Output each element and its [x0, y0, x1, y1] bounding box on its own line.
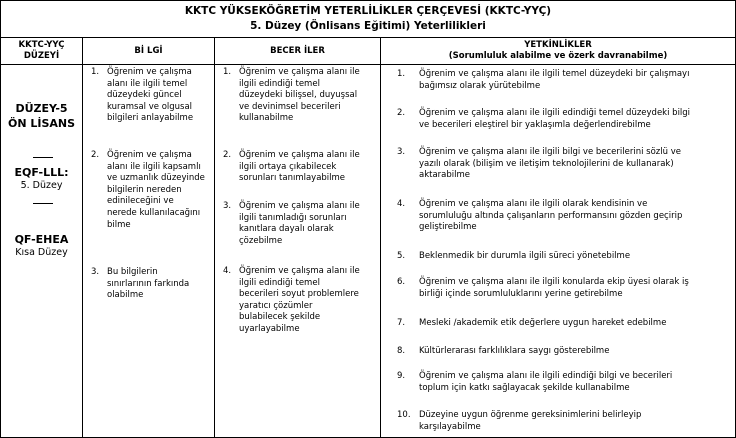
beceri-item-text — [239, 67, 377, 125]
yetkinlik-item-line: Öğrenim ve çalışma alanı ile ilgili temel düzeydeki bir çalışmayı — [419, 69, 690, 79]
table-title — [0, 0, 736, 38]
bilgi-item-line: bilgileri anlayabilme — [107, 113, 194, 124]
beceri-cell — [214, 64, 381, 438]
level-qf-sub: Kısa Düzey — [15, 247, 68, 258]
beceri-item-line: Öğrenim ve çalışma alanı ile — [239, 201, 360, 211]
beceri-item-line: becerileri soyut problemlere — [239, 289, 359, 300]
beceri-item-line: ilgili edindiği temel — [239, 277, 320, 288]
level-divider — [33, 203, 53, 204]
bilgi-item-line: alanı ile ilgili temel — [107, 78, 188, 89]
yetkinlik-item-line: sorumluluğu altında çalışanların performansını gözden geçirip — [419, 210, 683, 221]
yetkinlik-item-line: Mesleki /akademik etik değerlere uygun hareket edebilme — [419, 318, 667, 328]
header-yetkinlik-line-2: (Sorumluluk alabilme ve özerk davranabilme) — [448, 51, 668, 61]
beceri-item-number: 3. — [223, 201, 232, 211]
yetkinlik-item-line: aktarabilme — [419, 170, 471, 181]
yetkinlik-item-number: 6. — [397, 277, 406, 287]
yetkinlik-item-number: 1. — [397, 69, 406, 79]
bilgi-item-line: olabilme — [107, 290, 144, 301]
beceri-item-line: ilgili edindiği temel — [239, 78, 320, 89]
beceri-item-line: uyarlayabilme — [239, 323, 300, 334]
yetkinlik-item-text — [419, 108, 729, 131]
bilgi-item-line: bilgilerin nereden — [107, 184, 182, 195]
yetkinlik-item-text — [419, 147, 729, 182]
yetkinlik-item-number: 3. — [397, 147, 406, 157]
yetkinlik-item-number: 2. — [397, 108, 406, 118]
level-divider — [33, 157, 53, 158]
header-level — [0, 37, 83, 65]
yetkinlik-item-line: ve becerileri eleştirel bir yaklaşımla değerlendirebilme — [419, 119, 651, 130]
level-cell — [0, 64, 83, 438]
title-line-2: 5. Düzey (Önlisans Eğitimi) Yeterlilikleri — [250, 20, 486, 32]
header-yetkinlik — [380, 37, 736, 65]
beceri-item-line: ilgili ortaya çıkabilecek — [239, 161, 337, 172]
level-eqf-sub: 5. Düzey — [20, 180, 63, 191]
bilgi-item-line: Öğrenim ve çalışma — [107, 67, 192, 77]
bilgi-item-line: alanı ile ilgili kapsamlı — [107, 161, 201, 172]
beceri-item-text — [239, 150, 377, 185]
yetkinlik-item-number: 9. — [397, 371, 406, 381]
yetkinlik-item-text — [419, 346, 729, 358]
bilgi-item-text — [107, 67, 211, 125]
beceri-item-line: Öğrenim ve çalışma alanı ile — [239, 150, 360, 160]
bilgi-item-line: nerede kullanılacağını — [107, 207, 201, 218]
yetkinlik-item-line: Beklenmedik bir durumla ilgili süreci yönetebilme — [419, 251, 631, 261]
bilgi-item-number: 2. — [91, 150, 100, 160]
beceri-item-line: bulabilecek şekilde — [239, 312, 321, 323]
yetkinlik-item-line: Düzeyine uygun öğrenme gereksinimlerini belirleyip — [419, 410, 642, 420]
beceri-item-line: Öğrenim ve çalışma alanı ile — [239, 67, 360, 77]
bilgi-item-line: edinileceğini ve — [107, 196, 174, 207]
header-yetkinlik-line-1: YETKİNLİKLER — [524, 40, 592, 50]
yetkinlik-item-number: 7. — [397, 318, 406, 328]
beceri-item-line: yaratıcı çözümler — [239, 300, 313, 311]
beceri-item-number: 4. — [223, 266, 232, 276]
yetkinlik-cell — [380, 64, 736, 438]
yetkinlik-item-line: karşılayabilme — [419, 421, 481, 432]
yetkinlik-item-number: 5. — [397, 251, 406, 261]
yetkinlik-item-number: 4. — [397, 199, 406, 209]
yetkinlik-item-number: 8. — [397, 346, 406, 356]
yetkinlik-item-text — [419, 251, 729, 263]
yetkinlik-item-text — [419, 277, 729, 300]
title-line-1: KKTC YÜKSEKÖĞRETİM YETERLİLİKLER ÇERÇEVESİ (KKTC-YYÇ) — [184, 5, 552, 17]
yetkinlik-item-text — [419, 199, 729, 234]
bilgi-item-text — [107, 150, 211, 231]
level-main-line-1: DÜZEY-5 — [15, 102, 68, 115]
yetkinlik-item-line: yazılı olarak (bilişim ve iletişim teknolojilerini de kullanarak) — [419, 158, 674, 169]
beceri-item-line: kanıtlara dayalı olarak — [239, 224, 334, 235]
level-main-line-2: ÖN LİSANS — [7, 117, 76, 130]
yetkinlik-item-line: Öğrenim ve çalışma alanı ile ilgili edindiği bilgi ve becerileri — [419, 371, 673, 381]
yetkinlik-item-line: birliği içinde sorumluluklarını yerine getirebilme — [419, 288, 623, 299]
yetkinlik-item-number: 10. — [397, 410, 411, 420]
header-level-line-2: DÜZEYİ — [23, 51, 60, 61]
bilgi-cell — [82, 64, 215, 438]
yetkinlik-item-line: Öğrenim ve çalışma alanı ile ilgili bilgi ve becerilerini sözlü ve — [419, 147, 681, 157]
header-level-line-1: KKTC-YYÇ — [18, 40, 65, 50]
bilgi-item-number: 1. — [91, 67, 100, 77]
beceri-item-line: sorunları tanımlayabilme — [239, 173, 346, 184]
yetkinlik-item-line: geliştirebilme — [419, 222, 477, 233]
bilgi-item-line: bilme — [107, 219, 131, 230]
yetkinlik-item-line: Kültürlerarası farklılıklara saygı gösterebilme — [419, 346, 610, 356]
yetkinlik-item-line: Öğrenim ve çalışma alanı ile ilgili konularda ekip üyesi olarak iş — [419, 277, 689, 287]
beceri-item-number: 2. — [223, 150, 232, 160]
beceri-item-line: düzeydeki bilişsel, duyuşsal — [239, 90, 358, 101]
bilgi-item-number: 3. — [91, 267, 100, 277]
yetkinlik-item-text — [419, 318, 729, 330]
level-qf: QF-EHEA — [14, 233, 69, 246]
yetkinlik-item-text — [419, 410, 729, 433]
header-bilgi — [82, 37, 215, 65]
bilgi-item-line: kuramsal ve olgusal — [107, 101, 193, 112]
yetkinlik-item-line: Öğrenim ve çalışma alanı ile ilgili olarak kendisinin ve — [419, 199, 648, 209]
beceri-item-text — [239, 266, 377, 336]
beceri-item-line: ve devinimsel becerileri — [239, 101, 341, 112]
beceri-item-text — [239, 201, 377, 247]
bilgi-item-line: düzeydeki güncel — [107, 90, 182, 101]
beceri-item-line: kullanabilme — [239, 113, 294, 124]
bilgi-item-line: ve uzmanlık düzeyinde — [107, 173, 205, 184]
yetkinlik-item-line: bağımsız olarak yürütebilme — [419, 80, 541, 91]
yetkinlik-item-line: toplum için katkı sağlayacak şekilde kullanabilme — [419, 382, 630, 393]
level-eqf: EQF-LLL: — [14, 166, 69, 179]
yetkinlik-item-text — [419, 371, 729, 394]
beceri-item-line: Öğrenim ve çalışma alanı ile — [239, 266, 360, 276]
yetkinlik-item-text — [419, 69, 729, 92]
bilgi-item-line: Öğrenim ve çalışma — [107, 150, 192, 160]
header-bilgi-label: Bİ LGİ — [134, 46, 163, 56]
yetkinlik-item-line: Öğrenim ve çalışma alanı ile ilgili edindiği temel düzeydeki bilgi — [419, 108, 691, 118]
beceri-item-line: ilgili tanımladığı sorunları — [239, 212, 347, 223]
bilgi-item-line: Bu bilgilerin — [107, 267, 158, 277]
beceri-item-number: 1. — [223, 67, 232, 77]
beceri-item-line: çözebilme — [239, 235, 283, 246]
header-beceri-label: BECER İLER — [270, 46, 325, 56]
bilgi-item-text — [107, 267, 211, 302]
bilgi-item-line: sınırlarının farkında — [107, 278, 190, 289]
header-beceri — [214, 37, 381, 65]
